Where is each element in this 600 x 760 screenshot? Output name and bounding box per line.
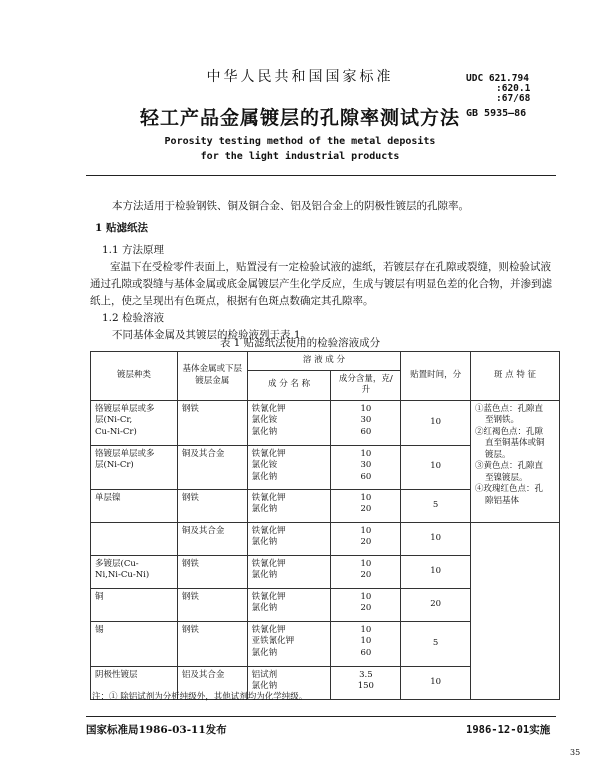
cell-line: 10 xyxy=(360,448,372,459)
english-title xyxy=(0,134,600,164)
cell-line: 氯化铵 xyxy=(251,415,278,425)
header-spot: 斑 点 特 征 xyxy=(471,352,560,401)
component-cell xyxy=(247,400,331,445)
cell-line: 直至铜基体或铜 xyxy=(485,438,545,448)
time-cell: 10 xyxy=(401,400,471,445)
english-title-line: Porosity testing method of the metal deposits xyxy=(164,136,436,147)
udc-line: UDC 621.794 xyxy=(466,73,529,84)
cell-line: 20 xyxy=(360,504,372,514)
content-cell xyxy=(331,588,401,621)
cell-line: 至镍镀层。 xyxy=(485,472,528,483)
cell-line: 镀层。 xyxy=(485,449,511,460)
table-row xyxy=(91,400,560,445)
component-cell xyxy=(247,621,331,666)
cell-line: 10 xyxy=(360,636,372,646)
cell-line: 10 xyxy=(360,525,372,536)
cell-line: 铁氰化钾 xyxy=(251,403,286,414)
component-cell xyxy=(247,445,331,489)
header-substrate: 基体金属或下层镀层金属 xyxy=(177,352,247,401)
substrate-cell: 钢铁 xyxy=(177,400,247,445)
cell-line: 30 xyxy=(360,415,372,425)
text-line: 纸上，使之呈现出有色斑点，根据有色斑点数确定其孔隙率。 xyxy=(90,295,374,307)
plating-cell xyxy=(91,445,178,489)
udc-line: :67/68 xyxy=(496,93,531,104)
substrate-cell: 铜及其合金 xyxy=(177,445,247,489)
cell-line: 氯化钠 xyxy=(251,681,278,691)
spot-features-cell xyxy=(471,400,560,522)
cell-line: 铁氰化钾 xyxy=(251,492,286,503)
document-title: 轻工产品金属镀层的孔隙率测试方法 xyxy=(139,107,460,129)
cell-line: 30 xyxy=(360,460,372,470)
plating-cell: 锡 xyxy=(91,621,178,666)
cell-line: ①蓝色点：孔隙直 xyxy=(475,403,544,414)
substrate-cell: 钢铁 xyxy=(177,588,247,621)
cell-line: 氯化钠 xyxy=(251,647,278,658)
cell-line: ③黄色点：孔隙直 xyxy=(475,461,544,471)
component-cell xyxy=(247,588,331,621)
solution-table xyxy=(90,351,560,700)
gb-number: GB 5935—86 xyxy=(466,108,527,119)
cell-line: 60 xyxy=(360,647,372,658)
cell-line: 隙铝基体 xyxy=(485,495,520,506)
header-plating: 镀层种类 xyxy=(91,352,178,401)
cell-line: 氯化钠 xyxy=(251,426,278,437)
cell-line: 10 xyxy=(360,558,372,569)
cell-line: 氯化铵 xyxy=(251,460,278,470)
page-number: 35 xyxy=(570,748,581,757)
bottom-divider xyxy=(86,716,556,717)
header-solution: 溶 液 成 分 xyxy=(247,352,401,371)
cell-line: 多镀层(Cu- xyxy=(95,558,139,569)
plating-cell: 阴极性镀层 xyxy=(91,666,178,699)
plating-cell: 单层镍 xyxy=(91,489,178,522)
cell-line: ②红褐色点：孔隙 xyxy=(475,426,544,437)
cell-line: 铬镀层单层或多 xyxy=(95,403,155,414)
time-cell: 10 xyxy=(401,522,471,555)
udc-code xyxy=(466,74,530,104)
cell-line: 铁氰化钾 xyxy=(251,624,286,635)
cell-line: 铬镀层单层或多 xyxy=(95,448,155,459)
cell-line: 氯化钠 xyxy=(251,603,278,613)
cell-line: 氯化钠 xyxy=(251,504,278,514)
time-cell: 10 xyxy=(401,555,471,588)
time-cell: 20 xyxy=(401,588,471,621)
content-cell xyxy=(331,621,401,666)
cell-line: 铁氰化钾 xyxy=(251,448,286,459)
cell-line: 20 xyxy=(360,570,372,580)
cell-line: 氯化钠 xyxy=(251,537,278,547)
cell-line: 10 xyxy=(360,624,372,635)
substrate-cell: 钢铁 xyxy=(177,621,247,666)
component-cell xyxy=(247,522,331,555)
substrate-cell: 铝及其合金 xyxy=(177,666,247,699)
cell-line: 铁氰化钾 xyxy=(251,558,286,569)
standard-header: 中华人民共和国国家标准 xyxy=(206,69,394,85)
content-cell xyxy=(331,666,401,699)
cell-line: 10 xyxy=(360,591,372,602)
component-cell xyxy=(247,555,331,588)
spot-empty-cell xyxy=(471,522,560,699)
substrate-cell: 铜及其合金 xyxy=(177,522,247,555)
cell-line: 铁氰化钾 xyxy=(251,525,286,536)
time-cell: 5 xyxy=(401,489,471,522)
cell-line: 亚铁氰化钾 xyxy=(251,636,295,646)
cell-line: 层(Ni-Cr, xyxy=(95,415,133,425)
intro-paragraph: 本方法适用于检验钢铁、铜及铜合金、铝及铝合金上的阴极性镀层的孔隙率。 xyxy=(112,200,469,212)
udc-line: :620.1 xyxy=(496,83,531,94)
solution-paragraph: 不同基体金属及其镀层的检验液列于表 1。 xyxy=(112,329,312,341)
cell-line: 层(Ni-Cr) xyxy=(95,460,134,470)
text-line: 室温下在受检零件表面上，贴置浸有一定检验试液的滤纸，若镀层存在孔隙或裂缝，则检验试液 xyxy=(110,261,551,273)
cell-line: 氯化钠 xyxy=(251,570,278,580)
content-cell xyxy=(331,400,401,445)
cell-line: 150 xyxy=(357,681,374,691)
plating-cell xyxy=(91,555,178,588)
section-heading: 1 贴滤纸法 xyxy=(95,222,148,234)
english-title-line: for the light industrial products xyxy=(200,151,400,162)
cell-line: 至钢铁。 xyxy=(485,415,520,425)
table-note: 注：① 除铝试剂为分析纯级外，其他试剂均为化学纯级。 xyxy=(92,692,308,702)
principle-paragraph xyxy=(90,259,560,310)
table-row xyxy=(91,522,560,555)
cell-line: 60 xyxy=(360,471,372,482)
subsection-heading: 1.1 方法原理 xyxy=(102,244,165,256)
cell-line: 铁氰化钾 xyxy=(251,591,286,602)
cell-line: Cu-Ni-Cr) xyxy=(95,426,137,437)
plating-cell xyxy=(91,400,178,445)
implementation-date: 1986-12-01实施 xyxy=(466,724,551,736)
substrate-cell: 钢铁 xyxy=(177,489,247,522)
content-cell xyxy=(331,522,401,555)
cell-line: 10 xyxy=(360,492,372,503)
header-time: 贴置时间，分 xyxy=(401,352,471,401)
cell-line: 60 xyxy=(360,426,372,437)
cell-line: Ni,Ni-Cu-Ni) xyxy=(95,570,150,580)
text-line: 通过孔隙或裂缝与基体金属或底金属镀层产生化学反应，生成与镀层有明显色差的化合物，并渗到滤 xyxy=(90,278,552,290)
top-divider xyxy=(86,175,556,176)
component-cell xyxy=(247,489,331,522)
content-cell xyxy=(331,489,401,522)
header-content: 成分含量，克/升 xyxy=(331,370,401,400)
cell-line: 氯化钠 xyxy=(251,471,278,482)
issue-date: 国家标准局1986-03-11发布 xyxy=(86,724,227,736)
cell-line: 铝试剂 xyxy=(251,669,278,680)
cell-line: 20 xyxy=(360,537,372,547)
subsection-heading: 1.2 检验溶液 xyxy=(102,312,165,324)
header-component: 成 分 名 称 xyxy=(247,370,331,400)
content-cell xyxy=(331,445,401,489)
time-cell: 5 xyxy=(401,621,471,666)
time-cell: 10 xyxy=(401,445,471,489)
content-cell xyxy=(331,555,401,588)
plating-cell: 铜 xyxy=(91,588,178,621)
plating-cell xyxy=(91,522,178,555)
cell-line: 10 xyxy=(360,403,372,414)
cell-line: 20 xyxy=(360,603,372,613)
substrate-cell: 钢铁 xyxy=(177,555,247,588)
table-caption: 表 1 贴滤纸法使用的检验溶液成分 xyxy=(219,337,381,349)
cell-line: ④玫瑰红色点：孔 xyxy=(475,484,544,494)
time-cell: 10 xyxy=(401,666,471,699)
cell-line: 3.5 xyxy=(359,669,373,680)
